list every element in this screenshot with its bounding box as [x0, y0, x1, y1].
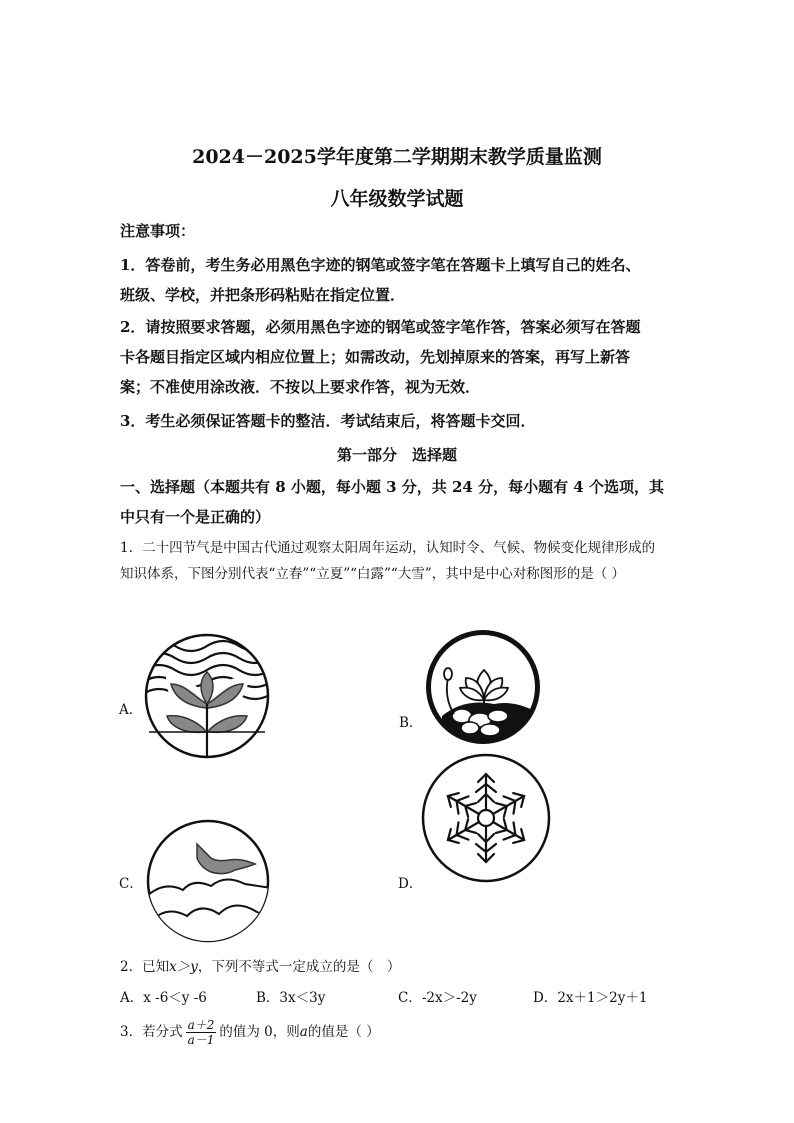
question-2-stem — [120, 954, 400, 980]
notice-item-3: 3．考生必须保证答题卡的整洁．考试结束后，将答题卡交回． — [120, 412, 536, 430]
question-1-stem — [120, 535, 690, 587]
question-2-condition: x＞y — [169, 959, 198, 975]
notice-item-1-line1: 1．答卷前，考生务必用黑色字迹的钢笔或签字笔在答题卡上填写自己的姓名、 — [120, 256, 641, 274]
question-2-option-b: B．3x＜3y — [256, 990, 326, 1006]
question-1-line1: 1．二十四节气是中国古代通过观察太阳周年运动，认知时令、气候、物候变化规律形成的 — [120, 540, 656, 556]
exam-subtitle: 八年级数学试题 — [330, 188, 464, 210]
question-3-middle: 的值为 0，则 — [219, 1024, 300, 1040]
fraction-denominator: a－1 — [187, 1033, 215, 1047]
option-a-label: A． — [119, 702, 143, 718]
section-heading-line2: 中只有一个是正确的） — [120, 508, 271, 526]
part1-heading: 第一部分 选择题 — [336, 446, 457, 464]
option-c-label: C． — [119, 876, 143, 892]
section-heading-line1: 一、选择题（本题共有 8 小题，每小题 3 分，共 24 分，每小题有 4 个选项，其 — [120, 478, 664, 496]
notice-item-1 — [120, 250, 690, 310]
bailu-goose-icon — [145, 818, 271, 944]
option-d-label: D． — [398, 876, 423, 892]
notice-item-2-line1: 2．请按照要求答题，必须用黑色字迹的钢笔或签字笔作答，答案必须写在答题 — [120, 318, 641, 336]
question-2-option-d: D．2x＋1＞2y＋1 — [533, 990, 648, 1006]
option-b-label: B． — [399, 715, 423, 731]
question-2-suffix: ，下列不等式一定成立的是（ ） — [197, 959, 401, 975]
question-3-stem — [120, 1018, 380, 1047]
notice-heading: 注意事项： — [120, 222, 196, 240]
question-2-option-a: A．x -6＜y -6 — [120, 990, 207, 1006]
lixia-lotus-icon — [424, 628, 542, 746]
daxue-snowflake-icon — [420, 752, 552, 884]
notice-item-1-line2: 班级、学校，并把条形码粘贴在指定位置． — [120, 286, 406, 304]
question-1-line2: 知识体系，下图分别代表“立春”“立夏”“白露”“大雪”，其中是中心对称图形的是（ ） — [120, 566, 626, 582]
notice-item-2-line2: 卡各题目指定区域内相应位置上；如需改动，先划掉原来的答案，再写上新答 — [120, 348, 631, 366]
lichun-sprout-icon — [143, 632, 271, 760]
notice-item-2-line3: 案；不准使用涂改液．不按以上要求作答，视为无效． — [120, 378, 481, 396]
question-3-variable: a — [299, 1024, 308, 1040]
question-3-prefix: 3．若分式 — [120, 1024, 183, 1040]
question-2-prefix: 2．已知 — [120, 959, 170, 975]
question-2-option-c: C．-2x＞-2y — [398, 990, 477, 1006]
exam-title: 2024－2025学年度第二学期期末教学质量监测 — [192, 146, 602, 168]
notice-item-2 — [120, 312, 690, 402]
section-heading — [120, 472, 690, 532]
question-3-fraction — [186, 1018, 217, 1047]
fraction-numerator: a＋2 — [187, 1018, 215, 1032]
question-3-suffix: 的值是（ ） — [307, 1024, 380, 1040]
